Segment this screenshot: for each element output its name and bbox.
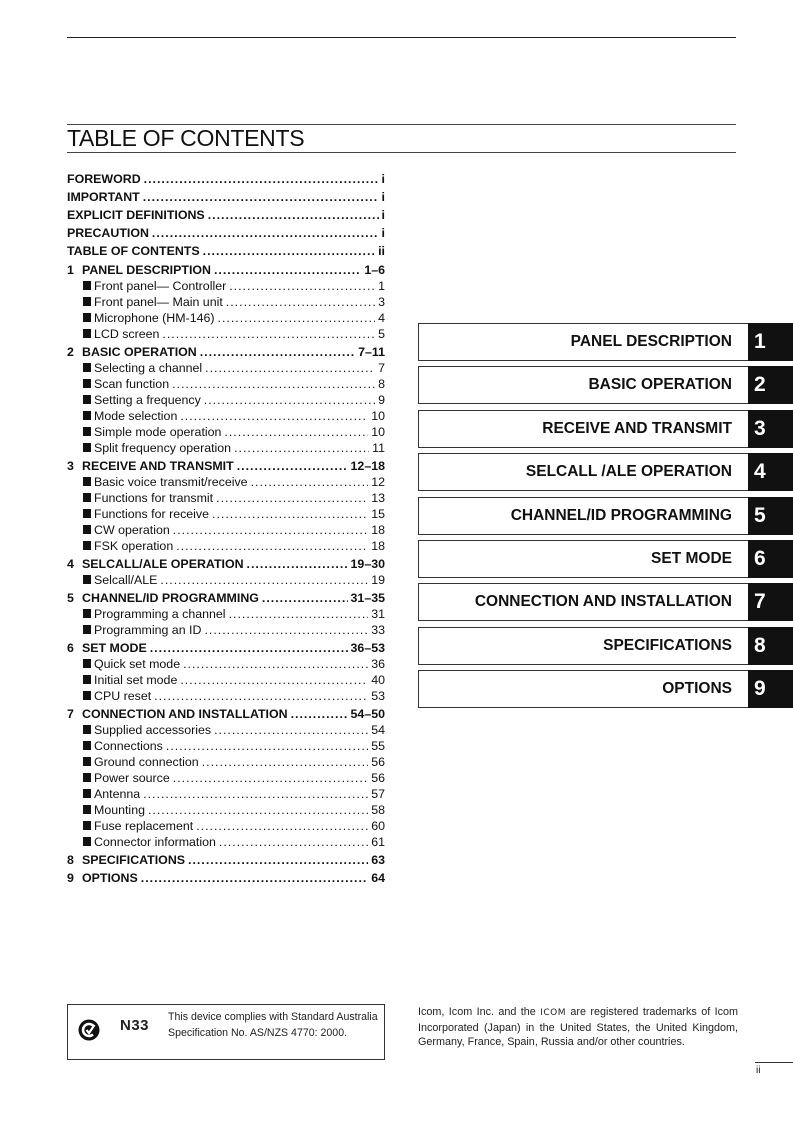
leader-dots: [251, 474, 369, 490]
leader-dots: [229, 278, 375, 294]
subentry-page: 55: [371, 739, 385, 753]
square-bullet-icon: [83, 691, 91, 700]
subentry-page: 10: [371, 409, 385, 423]
section-number: 2: [67, 345, 74, 359]
section-number: 5: [67, 591, 74, 605]
toc-subentry: [67, 326, 385, 342]
subentry-page: 61: [371, 835, 385, 849]
square-bullet-icon: [83, 541, 91, 550]
subentry-page: 18: [371, 523, 385, 537]
section-number: 7: [67, 707, 74, 721]
subentry-label: Front panel— Controller: [94, 279, 227, 293]
section-tab-number: 6: [748, 540, 793, 578]
toc-section: [67, 706, 385, 722]
toc-entry: [67, 242, 385, 260]
subentry-page: 1: [378, 279, 385, 293]
subentry-page: 12: [371, 475, 385, 489]
toc-section: [67, 262, 385, 278]
page-number: ii: [756, 1065, 761, 1076]
leader-dots: [214, 722, 368, 738]
square-bullet-icon: [83, 741, 91, 750]
compliance-text: This device complies with Standard Australia Specification No. AS/NZS 4770: 2000.: [168, 1011, 378, 1039]
toc-subentry: [67, 802, 385, 818]
leader-dots: [152, 224, 379, 242]
subentry-page: 9: [378, 393, 385, 407]
subentry-label: CW operation: [94, 523, 170, 537]
subentry-label: Split frequency operation: [94, 441, 232, 455]
toc-subentry: [67, 818, 385, 834]
subentry-label: Selcall/ALE: [94, 573, 158, 587]
toc-section: [67, 590, 385, 606]
toc-subentry: [67, 294, 385, 310]
section-title: SET MODE: [82, 641, 147, 655]
section-title: SPECIFICATIONS: [82, 853, 186, 867]
toc-subentry: [67, 522, 385, 538]
icom-logo: ICOM: [540, 1008, 567, 1018]
section-number: 1: [67, 263, 74, 277]
subentry-page: 54: [371, 723, 385, 737]
toc-subentry: [67, 622, 385, 638]
subentry-page: 36: [371, 657, 385, 671]
leader-dots: [247, 556, 348, 572]
page-title: TABLE OF CONTENTS: [67, 125, 305, 151]
section-tab: [418, 627, 793, 665]
toc-subentry: [67, 688, 385, 704]
section-tab-label: PANEL DESCRIPTION: [570, 333, 732, 350]
leader-dots: [218, 310, 376, 326]
section-number: 6: [67, 641, 74, 655]
toc-subentry: [67, 738, 385, 754]
toc-entry-page: ii: [378, 244, 385, 258]
square-bullet-icon: [83, 725, 91, 734]
toc-entry: [67, 206, 385, 224]
square-bullet-icon: [83, 477, 91, 486]
leader-dots: [180, 408, 368, 424]
section-tab-number: 4: [748, 453, 793, 491]
c-tick-mark-icon: [78, 1019, 100, 1041]
square-bullet-icon: [83, 427, 91, 436]
toc-entry-label: PRECAUTION: [67, 226, 149, 240]
toc-section: [67, 344, 385, 360]
section-tab-number: 7: [748, 583, 793, 621]
toc-subentry: [67, 376, 385, 392]
subentry-page: 19: [371, 573, 385, 587]
square-bullet-icon: [83, 675, 91, 684]
section-tab-label: SET MODE: [651, 549, 732, 567]
toc-subentry: [67, 786, 385, 802]
leader-dots: [162, 326, 375, 342]
subentry-label: FSK operation: [94, 539, 174, 553]
section-pages: 64: [371, 871, 385, 885]
section-tab: [418, 497, 793, 535]
subentry-page: 56: [371, 771, 385, 785]
square-bullet-icon: [83, 313, 91, 322]
section-pages: 19–30: [350, 557, 385, 571]
toc-section: [67, 852, 385, 868]
subentry-page: 10: [371, 425, 385, 439]
leader-dots: [188, 852, 368, 868]
leader-dots: [144, 170, 379, 188]
section-tab-label: BASIC OPERATION: [588, 376, 732, 394]
leader-dots: [173, 770, 368, 786]
section-title: CONNECTION AND INSTALLATION: [82, 707, 288, 721]
section-tab: [418, 410, 793, 448]
subentry-label: Connector information: [94, 835, 216, 849]
section-pages: 54–50: [350, 707, 385, 721]
subentry-label: Mounting: [94, 803, 145, 817]
toc-subentry: [67, 474, 385, 490]
subentry-page: 31: [371, 607, 385, 621]
toc-subentry: [67, 506, 385, 522]
subentry-label: Initial set mode: [94, 673, 178, 687]
section-number: 3: [67, 459, 74, 473]
section-pages: 7–11: [358, 345, 385, 359]
section-tab: [418, 323, 793, 361]
table-of-contents: [67, 170, 385, 886]
subentry-label: Functions for transmit: [94, 491, 214, 505]
leader-dots: [143, 786, 368, 802]
toc-subentry: [67, 424, 385, 440]
subentry-label: Setting a frequency: [94, 393, 201, 407]
leader-dots: [183, 656, 368, 672]
square-bullet-icon: [83, 609, 91, 618]
toc-subentry: [67, 754, 385, 770]
square-bullet-icon: [83, 509, 91, 518]
subentry-page: 56: [371, 755, 385, 769]
subentry-page: 60: [371, 819, 385, 833]
square-bullet-icon: [83, 395, 91, 404]
square-bullet-icon: [83, 493, 91, 502]
square-bullet-icon: [83, 363, 91, 372]
leader-dots: [205, 360, 375, 376]
title-rule-bottom: [67, 152, 736, 153]
leader-dots: [160, 572, 368, 588]
toc-subentry: [67, 672, 385, 688]
section-pages: 1–6: [364, 263, 385, 277]
toc-subentry: [67, 440, 385, 456]
square-bullet-icon: [83, 773, 91, 782]
section-tab: [418, 366, 793, 404]
toc-subentry: [67, 656, 385, 672]
subentry-page: 8: [378, 377, 385, 391]
leader-dots: [202, 754, 368, 770]
toc-entry-label: EXPLICIT DEFINITIONS: [67, 208, 205, 222]
subentry-page: 18: [371, 539, 385, 553]
square-bullet-icon: [83, 281, 91, 290]
subentry-label: CPU reset: [94, 689, 152, 703]
subentry-page: 53: [371, 689, 385, 703]
square-bullet-icon: [83, 659, 91, 668]
square-bullet-icon: [83, 837, 91, 846]
square-bullet-icon: [83, 805, 91, 814]
section-tab-label: CONNECTION AND INSTALLATION: [474, 593, 732, 611]
square-bullet-icon: [83, 821, 91, 830]
section-number: 8: [67, 853, 74, 867]
section-title: RECEIVE AND TRANSMIT: [82, 459, 234, 473]
subentry-page: 11: [372, 441, 385, 455]
trademark-text-start: Icom, Icom Inc. and the: [418, 1006, 536, 1018]
toc-subentry: [67, 408, 385, 424]
leader-dots: [208, 206, 379, 224]
section-tab-number: 3: [748, 410, 793, 448]
leader-dots: [150, 640, 348, 656]
subentry-label: Mode selection: [94, 409, 178, 423]
leader-dots: [204, 392, 375, 408]
square-bullet-icon: [83, 789, 91, 798]
section-title: OPTIONS: [82, 871, 138, 885]
leader-dots: [219, 834, 368, 850]
subentry-page: 5: [378, 327, 385, 341]
toc-subentry: [67, 722, 385, 738]
toc-entry: [67, 224, 385, 242]
leader-dots: [216, 490, 368, 506]
leader-dots: [200, 344, 355, 360]
section-tab-number: 5: [748, 497, 793, 535]
subentry-label: Connections: [94, 739, 163, 753]
subentry-label: Scan function: [94, 377, 170, 391]
leader-dots: [226, 294, 375, 310]
toc-entry-page: i: [381, 208, 385, 222]
subentry-page: 58: [371, 803, 385, 817]
square-bullet-icon: [83, 379, 91, 388]
toc-subentry: [67, 392, 385, 408]
leader-dots: [291, 706, 348, 722]
section-tab-number: 9: [748, 670, 793, 708]
toc-entry-page: i: [381, 172, 385, 186]
section-tab: [418, 453, 793, 491]
section-title: SELCALL/ALE OPERATION: [82, 557, 244, 571]
subentry-label: Basic voice transmit/receive: [94, 475, 248, 489]
leader-dots: [203, 242, 375, 260]
subentry-label: Microphone (HM-146): [94, 311, 215, 325]
toc-subentry: [67, 310, 385, 326]
leader-dots: [237, 458, 348, 474]
leader-dots: [176, 538, 368, 554]
square-bullet-icon: [83, 625, 91, 634]
leader-dots: [180, 672, 368, 688]
leader-dots: [166, 738, 368, 754]
subentry-label: Antenna: [94, 787, 141, 801]
square-bullet-icon: [83, 329, 91, 338]
section-pages: 31–35: [350, 591, 385, 605]
leader-dots: [148, 802, 368, 818]
subentry-page: 57: [371, 787, 385, 801]
section-pages: 36–53: [350, 641, 385, 655]
section-title: CHANNEL/ID PROGRAMMING: [82, 591, 259, 605]
leader-dots: [196, 818, 368, 834]
toc-entry-page: i: [381, 190, 385, 204]
subentry-label: Front panel— Main unit: [94, 295, 223, 309]
leader-dots: [212, 506, 368, 522]
leader-dots: [143, 188, 379, 206]
section-pages: 12–18: [350, 459, 385, 473]
subentry-label: LCD screen: [94, 327, 160, 341]
leader-dots: [224, 424, 368, 440]
leader-dots: [172, 376, 375, 392]
toc-subentry: [67, 606, 385, 622]
leader-dots: [262, 590, 348, 606]
subentry-label: Quick set mode: [94, 657, 181, 671]
footer-rule: [755, 1062, 793, 1063]
square-bullet-icon: [83, 297, 91, 306]
subentry-label: Programming a channel: [94, 607, 226, 621]
toc-subentry: [67, 770, 385, 786]
subentry-page: 7: [378, 361, 385, 375]
subentry-page: 33: [371, 623, 385, 637]
section-tab-label: CHANNEL/ID PROGRAMMING: [510, 506, 732, 524]
subentry-label: Functions for receive: [94, 507, 210, 521]
leader-dots: [141, 870, 368, 886]
square-bullet-icon: [83, 525, 91, 534]
section-tab-label: SELCALL /ALE OPERATION: [525, 463, 732, 481]
leader-dots: [154, 688, 368, 704]
section-tab-number: 1: [748, 323, 793, 361]
subentry-page: 4: [378, 311, 385, 325]
leader-dots: [234, 440, 369, 456]
section-title: BASIC OPERATION: [82, 345, 197, 359]
subentry-label: Power source: [94, 771, 170, 785]
section-number: 9: [67, 871, 74, 885]
toc-entry: [67, 170, 385, 188]
leader-dots: [229, 606, 369, 622]
section-tabs: [418, 323, 793, 714]
leader-dots: [173, 522, 368, 538]
subentry-label: Selecting a channel: [94, 361, 203, 375]
square-bullet-icon: [83, 411, 91, 420]
trademark-text-end: are registered trademarks of Icom Incorporated (Japan) in the United States, the United Kingdom, Germany, France, Spain, Russia and/or other countries.: [418, 1006, 739, 1048]
section-tab: [418, 540, 793, 578]
toc-subentry: [67, 360, 385, 376]
subentry-page: 13: [371, 491, 385, 505]
leader-dots: [204, 622, 368, 638]
subentry-page: 40: [371, 673, 385, 687]
toc-section: [67, 870, 385, 886]
toc-subentry: [67, 834, 385, 850]
section-tab-number: 8: [748, 627, 793, 665]
leader-dots: [214, 262, 361, 278]
toc-section: [67, 640, 385, 656]
section-pages: 63: [371, 853, 385, 867]
square-bullet-icon: [83, 575, 91, 584]
section-tab-number: 2: [748, 366, 793, 404]
subentry-label: Fuse replacement: [94, 819, 194, 833]
section-title: PANEL DESCRIPTION: [82, 263, 211, 277]
section-tab-label: SPECIFICATIONS: [603, 636, 732, 654]
subentry-label: Programming an ID: [94, 623, 202, 637]
section-number: 4: [67, 557, 74, 571]
square-bullet-icon: [83, 757, 91, 766]
toc-subentry: [67, 490, 385, 506]
subentry-label: Simple mode operation: [94, 425, 222, 439]
subentry-page: 3: [378, 295, 385, 309]
section-tab-label: OPTIONS: [662, 680, 732, 698]
toc-subentry: [67, 572, 385, 588]
toc-entry-label: IMPORTANT: [67, 190, 140, 204]
header-rule: [67, 37, 736, 38]
toc-subentry: [67, 278, 385, 294]
toc-subentry: [67, 538, 385, 554]
subentry-page: 15: [371, 507, 385, 521]
compliance-code: N33: [120, 1017, 150, 1034]
section-tab-label: RECEIVE AND TRANSMIT: [542, 419, 732, 437]
compliance-box: [67, 1004, 385, 1060]
section-tab: [418, 670, 793, 708]
subentry-label: Ground connection: [94, 755, 199, 769]
toc-entry-label: TABLE OF CONTENTS: [67, 244, 200, 258]
section-tab: [418, 583, 793, 621]
toc-section: [67, 556, 385, 572]
subentry-label: Supplied accessories: [94, 723, 212, 737]
toc-entry-label: FOREWORD: [67, 172, 141, 186]
toc-entry: [67, 188, 385, 206]
trademark-notice: [418, 1005, 738, 1050]
toc-section: [67, 458, 385, 474]
square-bullet-icon: [83, 443, 91, 452]
toc-entry-page: i: [381, 226, 385, 240]
